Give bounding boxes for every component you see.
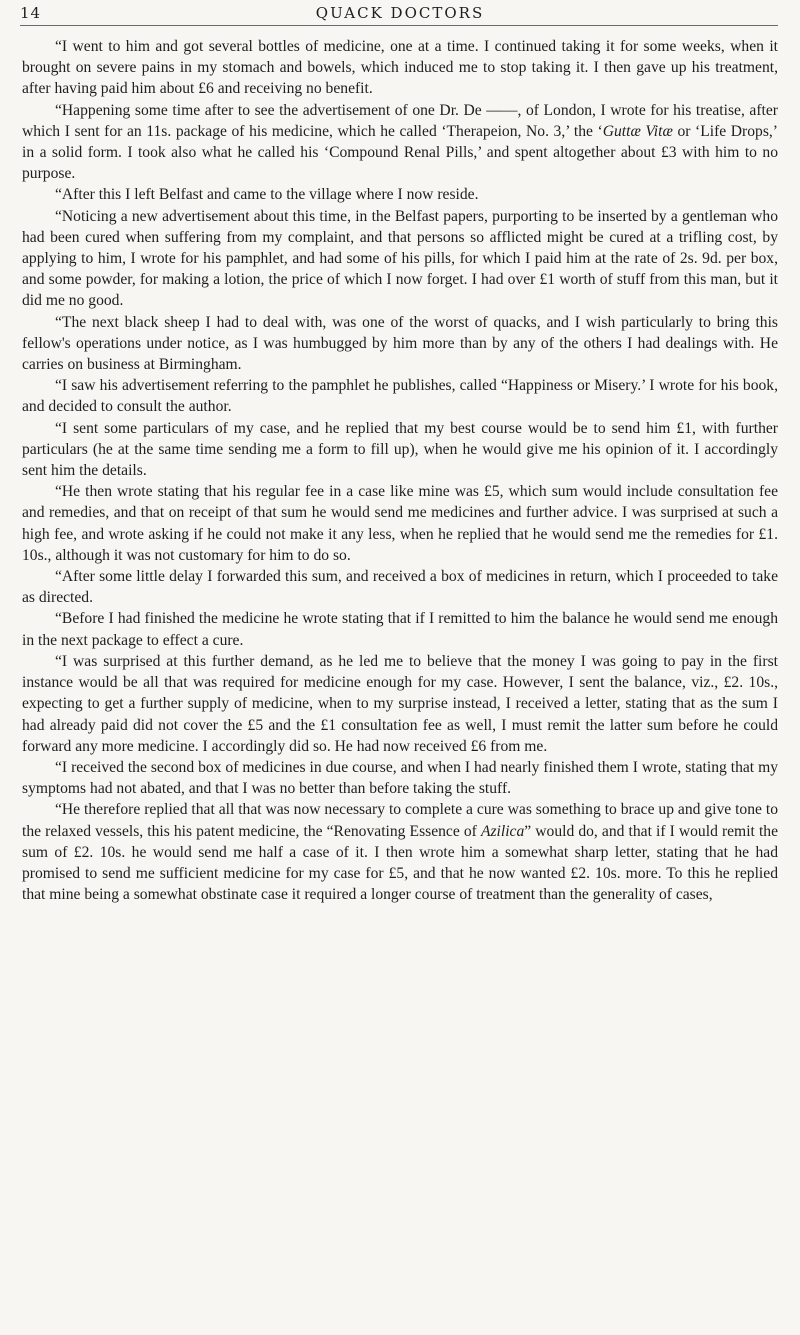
- paragraph-text: “Noticing a new advertisement about this time, in the Belfast papers, purporting to be inserted by a gentleman who had been cured when suffering from my complaint, and that persons so afflicted might be cured at a trifling cost, by applying to him, I wrote for his pamphlet, and had some of his pills, for which I paid him at the rate of 2s. 9d. per box, and some powder, for making a lotion, the price of which I now forget. I had over £1 worth of stuff from this man, but it did me no good.: [22, 207, 778, 310]
- page-header: [0, 0, 800, 30]
- italic-text: Azilica: [480, 822, 525, 840]
- paragraph-text: ” would do, and that if I would remit the sum of £2. 10s. he would send me half a case of it. I then wrote him a somewhat sharp letter, stating that he had promised to send me sufficient medicine for my case for £5, and that he now wanted £2. 10s. more. To this he replied that mine being a somewhat obstinate case it required a longer course of treatment than the generality of cases,: [22, 822, 778, 904]
- paragraph: [22, 100, 778, 185]
- paragraph-text: “I saw his advertisement referring to the pamphlet he publishes, called “Happiness or Misery.’ I wrote for his book, and decided to consult the author.: [22, 377, 778, 416]
- paragraph-text: “I received the second box of medicines in due course, and when I had nearly finished them I wrote, stating that my symptoms had not abated, and that I was no better than before taking the stuff.: [22, 758, 778, 798]
- paragraph: [22, 418, 778, 482]
- paragraph-text: “After this I left Belfast and came to the village where I now reside.: [55, 186, 479, 204]
- paragraph: [22, 566, 778, 608]
- body-text: [22, 36, 778, 905]
- paragraph-text: “Before I had finished the medicine he wrote stating that if I remitted to him the balance he would send me enough in the next package to effect a cure.: [22, 610, 778, 649]
- paragraph: [22, 184, 778, 205]
- paragraph: [22, 481, 778, 566]
- paragraph: [22, 608, 778, 650]
- paragraph: [22, 799, 778, 905]
- page-number: 14: [20, 4, 42, 22]
- header-rule: [20, 25, 778, 26]
- paragraph-text: “Happening some time after to see the advertisement of one Dr. De ——, of London, I wrote for his treatise, after which I sent for an 11s. package of his medicine, which he called ‘Therapeion, No. 3,’ the ‘: [22, 101, 778, 140]
- paragraph-text: “He then wrote stating that his regular fee in a case like mine was £5, which sum would include consultation fee and remedies, and that on receipt of that sum he would send me medicines and further advice. I was surprised at such a high fee, and wrote asking if he could not make it any less, when he replied that he would send me the remedies for £1. 10s., although it was not customary for him to do so.: [22, 483, 778, 564]
- paragraph: [22, 375, 778, 417]
- paragraph-text: “The next black sheep I had to deal with, was one of the worst of quacks, and I wish particularly to bring this fellow's operations under notice, as I was humbugged by him more than by any of the others I had dealings with. He carries on business at Birmingham.: [22, 313, 778, 374]
- paragraph-text: “He therefore replied that all that was now necessary to complete a cure was something to brace up and give tone to the relaxed vessels, this his patent medicine, the “Renovating Essence of: [22, 801, 778, 840]
- paragraph-text: “I went to him and got several bottles of medicine, one at a time. I continued taking it for some weeks, when it brought on severe pains in my stomach and bowels, which induced me to stop taking it. I then gave up his treatment, after having paid him about £6 and receiving no benefit.: [22, 38, 778, 98]
- paragraph-text: or ‘Life Drops,’ in a solid form. I took also what he called his ‘Compound Renal Pills,’ and spent altogether about £3 with him to no purpose.: [22, 122, 779, 183]
- paragraph: [22, 206, 778, 312]
- paragraph: [22, 757, 778, 799]
- paragraph: [22, 651, 778, 757]
- italic-text: Guttæ Vitæ: [602, 122, 673, 140]
- paragraph-text: “I sent some particulars of my case, and he replied that my best course would be to send him £1, with further particulars (he at the same time sending me a form to fill up), when he would give me his opinion of it. I accordingly sent him the details.: [22, 419, 778, 480]
- running-head: QUACK DOCTORS: [315, 4, 485, 22]
- paragraph: [22, 312, 778, 376]
- paragraph: [22, 36, 778, 100]
- paragraph-text: “After some little delay I forwarded this sum, and received a box of medicines in return, which I proceeded to take as directed.: [22, 568, 778, 607]
- paragraph-text: “I was surprised at this further demand, as he led me to believe that the money I was going to pay in the first instance would be all that was required for medicine enough for my case. However, I sent the balance, viz., £2. 10s., expecting to get a further supply of medicine, when to my surprise instead, I received a letter, stating that as the sum I had already paid did not cover the £5 and the £1 consultation fee as well, I must remit the latter sum before he could forward any more medicine. I accordingly did so. He had now received £6 from me.: [22, 652, 778, 755]
